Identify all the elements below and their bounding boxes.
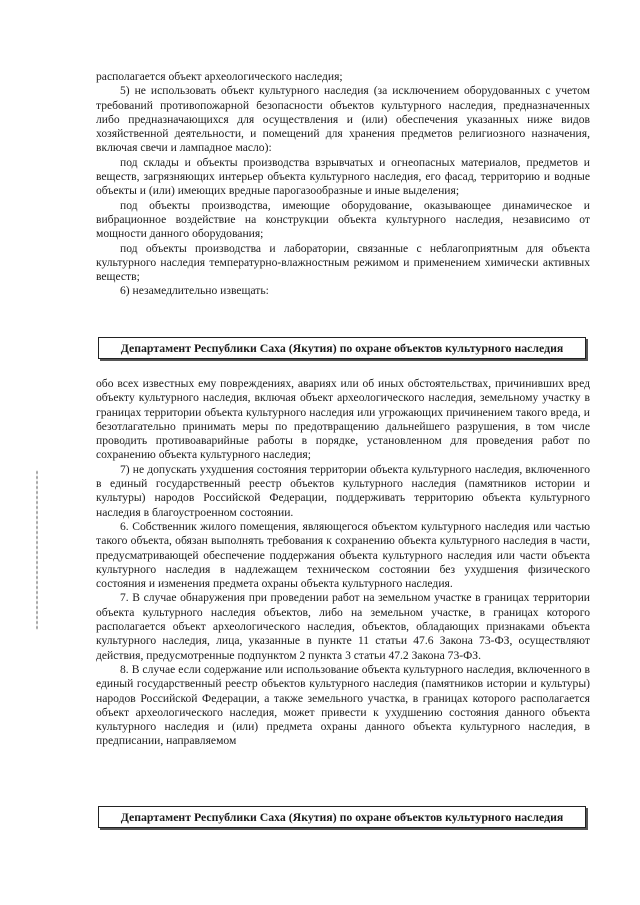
paragraph: под объекты производства и лаборатории, связанные с неблагоприятным для объекта культурного наследия температурно-влажностным режимом и применением химически активных веществ; [96, 241, 590, 284]
paragraph: располагается объект археологического наследия; [96, 70, 343, 83]
paragraph: 8. В случае если содержание или использование объекта культурного наследия, включенного в единый государственный реестр объектов культурного наследия (памятников истории и культуры) народов Российской Федерации, а также земельного участка, в границах которого располагается объект археологического наследия, может привести к ухудшению состояния данного объекта культурного наследия и (или) предмета охраны данного объекта культурного наследия, в предписании, направляемом [96, 662, 590, 748]
paragraph: под склады и объекты производства взрывчатых и огнеопасных материалов, предметов и веществ, загрязняющих интерьер объекта культурного наследия, его фасад, территорию и водные объекты и (или) имеющих вредные парогазообразные и иные выделения; [96, 155, 590, 198]
text-block-top [96, 70, 590, 299]
paragraph: 7. В случае обнаружения при проведении работ на земельном участке в границах территории объекта культурного наследия объектов, либо на земельном участке, в границах которого располагается объект археологического наследия, объектов, обладающих признаками объекта культурного наследия, лица, указанные в пункте 11 статьи 47.6 Закона 73-ФЗ, осуществляют действия, предусмотренные подпунктом 2 пункта 3 статьи 47.2 Закона 73-ФЗ. [96, 591, 590, 662]
paragraph: обо всех известных ему повреждениях, авариях или об иных обстоятельствах, причинивших вред объекту культурного наследия, включая объект археологического наследия, земельному участку в границах территории объекта культурного наследия или угрожающих причинением такого вреда, и безотлагательно принимать меры по предотвращению дальнейшего разрушения, в том числе проводить противоаварийные работы в порядке, установленном для проведения работ по сохранению объекта культурного наследия; [96, 377, 590, 462]
paragraph: 6. Собственник жилого помещения, являющегося объектом культурного наследия или частью такого объекта, обязан выполнять требования к сохранению объекта культурного наследия в части, предусматривающей обеспечение поддержания объекта культурного наследия или части объекта культурного наследия в надлежащем техническом состоянии без ухудшения физического состояния и изменения предмета охраны объекта культурного наследия. [96, 519, 590, 591]
paragraph: 7) не допускать ухудшения состояния территории объекта культурного наследия, включенного в единый государственный реестр объектов культурного наследия (памятников истории и культуры) народов Российской Федерации, поддерживать территорию объекта культурного наследия в благоустроенном состоянии. [96, 462, 590, 519]
department-footer-box [98, 337, 586, 359]
paragraph: под объекты производства, имеющие оборудование, оказывающее динамическое и вибрационное воздействие на конструкции объекта культурного наследия, независимо от мощности данного оборудования; [96, 198, 590, 241]
paragraph: 6) незамедлительно извещать: [120, 284, 269, 298]
department-footer-label: Департамент Республики Саха (Якутия) по охране объектов культурного наследия [120, 809, 564, 824]
text-block-bottom [96, 377, 590, 749]
department-footer-label: Департамент Республики Саха (Якутия) по охране объектов культурного наследия [120, 340, 564, 355]
paragraph: 5) не использовать объект культурного наследия (за исключением оборудованных с учетом требований противопожарной безопасности объектов культурного наследия, предназначенных либо предназначающихся для осуществления и (или) обеспечения указанных ниже видов хозяйственной деятельности, и помещений для хранения предметов религиозного назначения, включая свечи и лампадное масло): [96, 84, 590, 155]
department-footer-box-bottom [98, 806, 586, 828]
scan-margin-dots [36, 470, 38, 630]
